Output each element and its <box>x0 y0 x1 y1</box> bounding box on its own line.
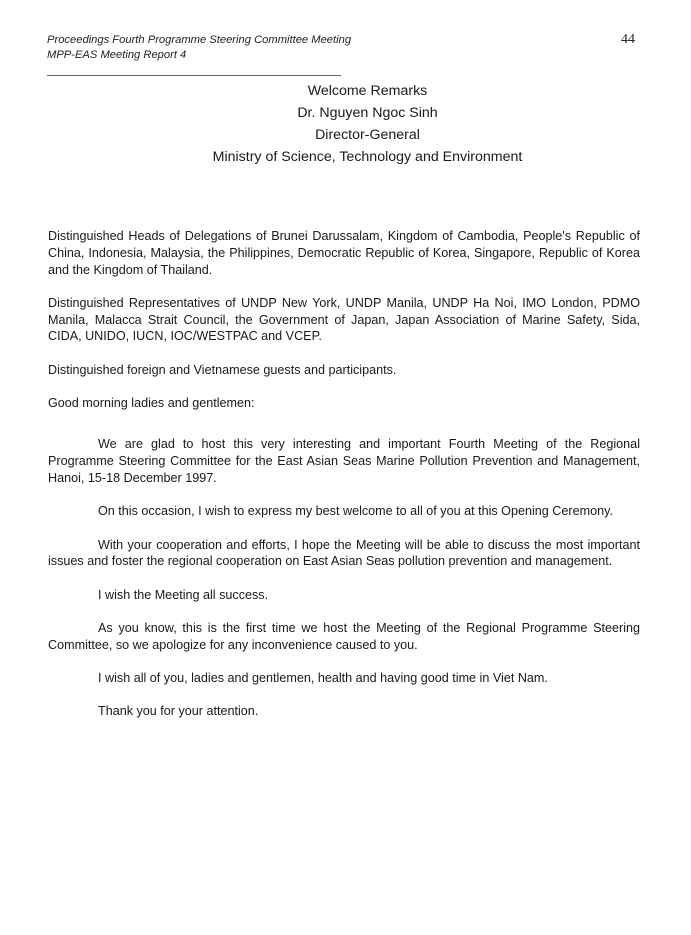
paragraph-host-meeting: We are glad to host this very interesting and important Fourth Meeting of the Regional Programme Steering Committee for the East Asian Seas Marine Pollution Prevention and Management, Hanoi, 15-18 December 1997. <box>48 437 640 485</box>
paragraph-thanks: Thank you for your attention. <box>98 704 259 719</box>
paragraph-success: I wish the Meeting all success. <box>98 587 269 602</box>
paragraph-guests: Distinguished foreign and Vietnamese guests and participants. <box>48 362 397 377</box>
document-heading: Welcome Remarks <box>307 83 428 99</box>
speech-body <box>48 228 640 737</box>
paragraph-heads-of-delegations: Distinguished Heads of Delegations of Brunei Darussalam, Kingdom of Cambodia, People's Republic of China, Indonesia, Malaysia, the Philippines, Democratic Republic of Korea, Singapore, Republic of Korea and the Kingdom of Thailand. <box>48 229 640 277</box>
speaker-organization: Ministry of Science, Technology and Environment <box>212 149 523 165</box>
speaker-name: Dr. Nguyen Ngoc Sinh <box>297 105 438 121</box>
paragraph-cooperation: With your cooperation and efforts, I hope the Meeting will be able to discuss the most important issues and foster the regional cooperation on East Asian Seas pollution prevention and management. <box>48 537 640 569</box>
speaker-position: Director-General <box>315 127 420 143</box>
paragraph-greeting: Good morning ladies and gentlemen: <box>48 396 255 411</box>
title-block <box>0 80 691 168</box>
paragraph-welcome: On this occasion, I wish to express my best welcome to all of you at this Opening Ceremony. <box>98 504 613 519</box>
header-report-number: MPP-EAS Meeting Report 4 <box>47 48 187 61</box>
running-header <box>47 33 351 62</box>
paragraph-wishes: I wish all of you, ladies and gentlemen, health and having good time in Viet Nam. <box>98 671 548 686</box>
header-divider <box>47 75 341 76</box>
header-proceedings-title: Proceedings Fourth Programme Steering Committee Meeting <box>47 34 352 46</box>
page-number: 44 <box>621 32 635 47</box>
paragraph-representatives: Distinguished Representatives of UNDP New York, UNDP Manila, UNDP Ha Noi, IMO London, PDMO Manila, Malacca Strait Council, the Government of Japan, Japan Association of Marine Safety, Sida, CIDA, UNIDO, IUCN, IOC/WESTPAC and VCEP. <box>48 295 640 344</box>
paragraph-apology: As you know, this is the first time we host the Meeting of the Regional Programme Steering Committee, so we apologize for any inconvenience caused to you. <box>48 620 640 652</box>
